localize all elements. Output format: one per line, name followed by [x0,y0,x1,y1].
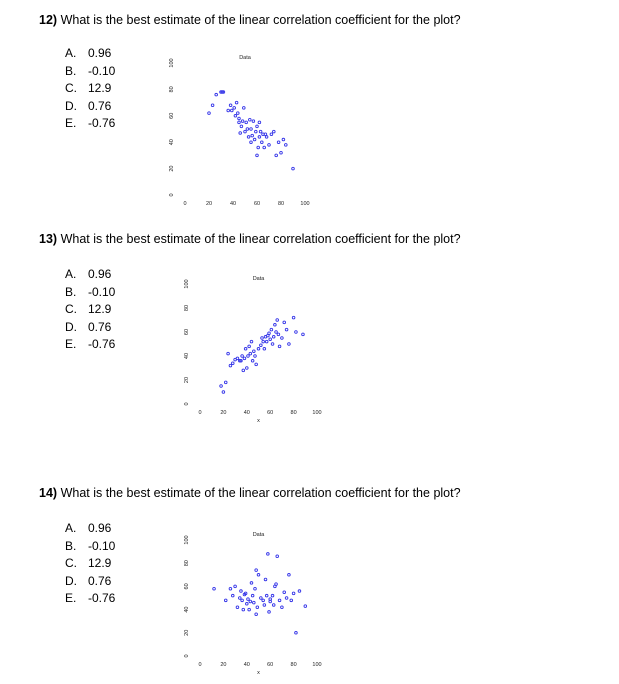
chart-title: Data [239,55,251,61]
data-point [250,340,253,343]
data-point [211,104,214,107]
data-point [251,134,254,137]
y-tick-label: 100 [169,58,175,68]
choice-letter: B. [65,63,77,78]
data-point [248,608,251,611]
x-tick-label: 60 [267,410,274,416]
choice-letter: E. [65,337,77,351]
choice-value: -0.76 [88,116,116,130]
data-point [273,130,276,133]
scatter-plot [178,262,338,437]
y-tick-label: 40 [184,606,190,613]
x-tick-label: 40 [243,410,250,416]
choice-value: -0.76 [88,591,116,605]
x-tick-label: 0 [183,201,187,207]
data-point [267,553,270,556]
data-point [269,338,272,341]
data-point [275,583,278,586]
data-point [254,587,257,590]
data-point [231,594,234,597]
x-tick-label: 80 [277,201,285,207]
data-point [272,604,275,607]
data-point [235,101,238,104]
choice-d[interactable] [65,98,115,116]
data-point [295,331,298,334]
data-point [271,594,274,597]
choice-value: -0.10 [88,63,116,78]
data-point [288,343,291,346]
data-point [252,120,255,123]
data-point [236,606,239,609]
data-point [263,146,266,149]
x-tick-label: 40 [243,662,250,668]
data-point [292,592,295,595]
data-point [283,591,286,594]
data-point [237,112,240,115]
data-point [274,324,277,327]
data-point [265,594,268,597]
data-point [229,104,232,107]
data-point [255,613,258,616]
choice-letter: A. [65,267,77,281]
choice-value: -0.10 [88,538,116,553]
x-tick-label: 20 [220,410,227,416]
question-title [39,486,461,500]
y-tick-label: 20 [184,376,190,384]
x-tick-label: 80 [290,410,297,416]
data-point [229,364,232,367]
x-tick-label: 0 [198,662,202,668]
choice-value: -0.10 [88,284,116,299]
data-point [290,599,293,602]
answer-choices [65,266,115,354]
question-text: What is the best estimate of the linear correlation coefficient for the plot? [60,13,461,27]
data-point [283,321,286,324]
choice-b[interactable] [65,284,115,302]
data-point [220,385,223,388]
data-point [277,333,280,336]
choice-value: -0.76 [88,337,116,351]
data-point [258,136,261,139]
choice-value: 12.9 [88,81,112,95]
data-point [254,355,257,358]
choice-letter: C. [65,81,77,95]
choice-letter: C. [65,556,77,570]
data-point [285,144,288,147]
data-point [250,128,253,131]
data-point [288,574,291,577]
question-title [39,232,461,246]
data-point [224,381,227,384]
data-point [208,112,211,115]
data-point [262,599,265,602]
data-point [256,125,259,128]
data-point [240,125,243,128]
choice-value: 0.76 [88,573,112,588]
choice-letter: A. [65,46,77,60]
data-point [260,344,263,347]
data-point [231,109,234,112]
question-text: What is the best estimate of the linear correlation coefficient for the plot? [60,486,461,500]
data-point [244,130,247,133]
choice-value: 0.76 [88,98,112,113]
data-point [241,355,244,358]
choice-letter: B. [65,538,77,553]
x-tick-label: 100 [312,410,322,416]
question-number: 14) [39,486,58,500]
y-tick-label: 40 [184,352,190,360]
data-point [285,597,288,600]
data-point [268,332,271,335]
x-axis-label: x [257,670,260,676]
data-point [222,391,225,394]
scatter-plot [165,43,325,205]
choice-d[interactable] [65,319,115,337]
question-text: What is the best estimate of the linear correlation coefficient for the plot? [60,232,461,246]
y-tick-label: 40 [169,139,175,146]
y-tick-label: 100 [184,535,190,545]
data-point [236,357,239,360]
y-tick-label: 80 [184,560,190,567]
data-point [246,603,249,606]
data-point [292,167,295,170]
data-point [255,363,258,366]
data-point [250,582,253,585]
data-point [260,597,263,600]
data-point [247,355,250,358]
data-point [278,599,281,602]
data-point [261,337,264,340]
y-tick-label: 20 [169,165,175,172]
data-point [256,606,259,609]
data-point [259,130,262,133]
x-tick-label: 80 [290,662,297,668]
data-point [304,605,307,608]
data-point [261,141,264,144]
question-13 [0,232,619,442]
data-point [239,132,242,135]
data-point [247,136,250,139]
choice-letter: E. [65,591,77,605]
y-tick-label: 80 [169,86,175,93]
data-point [215,93,218,96]
data-point [243,357,246,360]
data-point [240,590,243,593]
data-point [253,601,256,604]
data-point [242,608,245,611]
choice-letter: C. [65,302,77,316]
choice-a[interactable] [65,45,115,63]
data-point [262,340,265,343]
data-point [265,340,268,343]
data-point [270,133,273,136]
data-point [263,348,266,351]
data-point [238,117,241,120]
x-tick-label: 0 [198,410,202,416]
data-point [295,632,298,635]
data-point [244,348,247,351]
data-point [227,352,230,355]
choice-letter: B. [65,284,77,299]
data-point [246,367,249,370]
data-point [224,599,227,602]
data-point [264,578,267,581]
data-point [234,585,237,588]
data-point [268,144,271,147]
choice-c[interactable] [65,301,115,319]
data-point [241,120,244,123]
question-title [39,13,461,27]
data-point [238,121,241,124]
answer-choices [65,520,115,608]
data-point [238,597,241,600]
choice-c[interactable] [65,80,115,98]
data-point [265,136,268,139]
choice-value: 12.9 [88,556,112,570]
question-number: 12) [39,13,58,27]
y-tick-label: 80 [184,304,190,312]
x-tick-label: 40 [229,201,237,207]
data-point [255,130,258,133]
y-tick-label: 60 [184,328,190,336]
x-tick-label: 20 [220,662,227,668]
data-point [249,118,252,121]
question-12 [0,13,619,223]
data-point [278,345,281,348]
data-point [229,587,232,590]
data-point [270,328,273,331]
data-point [272,336,275,339]
data-point [251,360,254,363]
choice-c[interactable] [65,555,115,573]
data-point [258,121,261,124]
data-point [256,154,259,157]
data-point [282,138,285,141]
x-tick-label: 100 [312,662,322,668]
data-point [243,107,246,110]
data-point [257,574,260,577]
choice-value: 0.96 [88,521,112,535]
y-tick-label: 0 [184,654,190,658]
data-point [280,151,283,154]
choice-value: 0.76 [88,319,112,334]
data-point [231,362,234,365]
data-point [281,606,284,609]
data-point [245,121,248,124]
chart-title: Data [252,276,265,282]
y-tick-label: 0 [184,402,190,406]
choice-b[interactable] [65,538,115,556]
data-point [276,319,279,322]
data-point [276,555,279,558]
data-point [292,316,295,319]
chart-title: Data [252,532,265,538]
data-point [242,369,245,372]
data-point [263,604,266,607]
choice-letter: E. [65,116,77,130]
data-point [298,590,301,593]
data-point [271,343,274,346]
y-tick-label: 20 [184,629,190,636]
data-point [247,598,250,601]
x-tick-label: 60 [253,201,261,207]
data-point [249,352,252,355]
data-point [234,115,237,118]
data-point [227,109,230,112]
data-point [281,337,284,340]
x-tick-label: 20 [205,201,213,207]
data-point [233,107,236,110]
data-point [257,146,260,149]
choice-letter: D. [65,98,77,113]
answer-choices [65,45,115,133]
data-point [248,345,251,348]
data-point [253,350,256,353]
scatter-plot [178,522,338,682]
y-tick-label: 60 [169,112,175,119]
data-point [285,328,288,331]
question-14 [0,486,619,684]
choice-a[interactable] [65,520,115,538]
data-point [257,348,260,351]
choice-e[interactable] [65,115,115,133]
data-point [213,587,216,590]
data-point [275,331,278,334]
choice-value: 0.96 [88,267,112,281]
x-axis-label: x [257,418,260,424]
y-tick-label: 60 [184,583,190,590]
data-point [253,138,256,141]
choice-letter: A. [65,521,77,535]
y-tick-label: 0 [169,193,175,197]
choice-e[interactable] [65,590,115,608]
data-point [255,569,258,572]
choice-d[interactable] [65,573,115,591]
data-point [268,611,271,614]
data-point [246,128,249,131]
data-point [249,600,252,603]
choice-value: 0.96 [88,46,112,60]
data-point [264,133,267,136]
data-point [269,600,272,603]
data-point [250,141,253,144]
choice-letter: D. [65,573,77,588]
data-point [241,599,244,602]
choice-value: 12.9 [88,302,112,316]
data-point [251,594,254,597]
data-point [277,141,280,144]
x-tick-label: 60 [267,662,274,668]
choice-e[interactable] [65,336,115,354]
choice-b[interactable] [65,63,115,81]
x-tick-label: 100 [300,201,310,207]
data-point [302,333,305,336]
y-tick-label: 100 [184,279,190,289]
data-point [275,154,278,157]
choice-letter: D. [65,319,77,334]
choice-a[interactable] [65,266,115,284]
question-number: 13) [39,232,58,246]
